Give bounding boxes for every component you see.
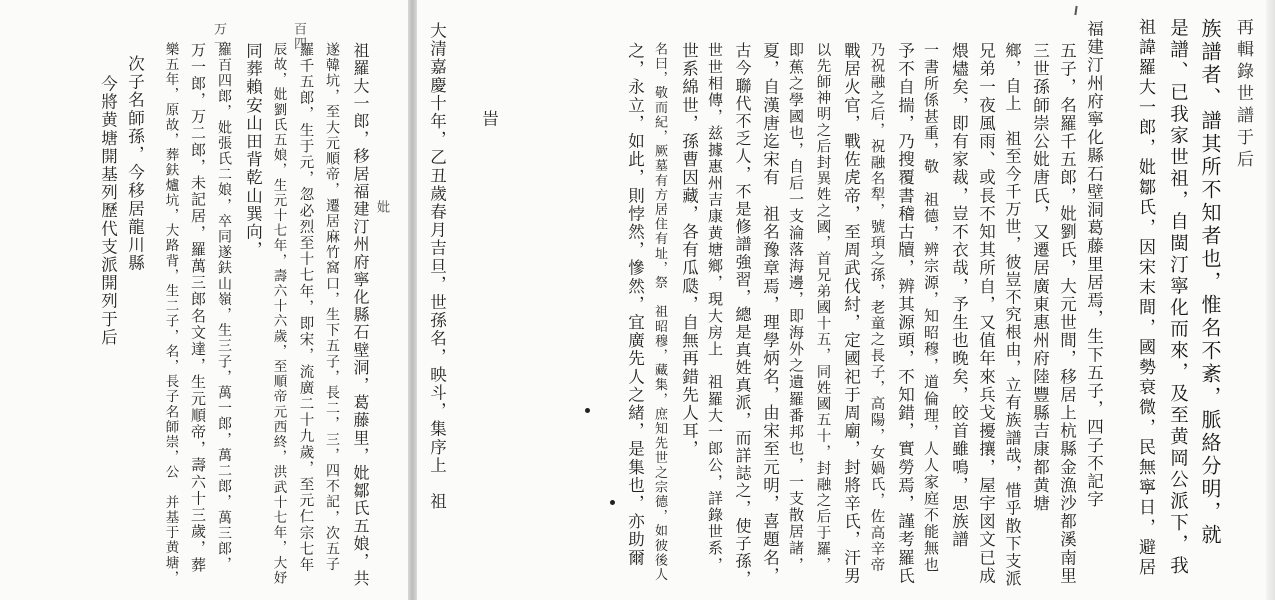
- text-column: 鄉，自上 祖至今千万世，彼豈不究根由，立有族譜哉，惜乎散下支派: [1003, 42, 1022, 588]
- text-column: 即蕉之學國也，自后一支淪落海邊，即海外之遺羅番邦也，一支散居諸，: [787, 42, 805, 574]
- text-column: 是譜、已我家世祖，自閩汀寧化而來，及至黄岡公派下，我: [1167, 18, 1189, 577]
- text-column: 五子，名羅千五郎，妣劉氏，大元世間，移居上杭縣金漁沙都溪南里: [1057, 42, 1077, 585]
- text-column: 之，永立，如此，則悖然，慘然，宜廣先人之緒，是集也，亦助爾: [625, 42, 645, 567]
- text-column: 羅百四郎，妣張氏二娘，卒同遂鈇山嶺，生三子，萬一郎，萬二郎，萬三郎，: [216, 42, 232, 573]
- text-column: 族譜者、譜其所不知者也，惟名不紊，脈絡分明，就: [1198, 18, 1222, 547]
- text-column: 同葬賴安山田背乾山巽向，: [243, 42, 263, 260]
- text-column: 樂五年，原故，葬鈇爐坑，大路背，生二子，名，長子名師崇，公 并基于黄塘，: [162, 42, 179, 586]
- text-column: 予不自揣，乃搜覆書稽古牘，辨其源頭，不知錯，實勞焉，謹考羅氏: [895, 42, 915, 585]
- book-gutter: [408, 0, 417, 600]
- punctuation-dot: [610, 500, 615, 505]
- text-column: 福建汀州府寧化縣石壁洞葛藤里居焉，生下五子，四子不記字: [1084, 20, 1104, 509]
- text-column: 乃祝融之后，祝融名犁，號頊之孫，老童之長子，高陽，女媧氏，佐高辛帝: [868, 42, 885, 574]
- punctuation-dot: [585, 408, 590, 413]
- text-column: 祖羅大一郎，移居福建汀州府寧化縣石壁洞，葛藤里，妣鄒氏五娘，共: [351, 42, 370, 588]
- margin-note: 妣: [374, 200, 389, 215]
- text-column: 以先師神明之后封異姓之國，首兄弟國十五，同姓國五十，封融之后于羅，: [814, 42, 831, 574]
- margin-note: 万一: [211, 22, 226, 52]
- text-column: 名曰，敬而紀，厥墓有方居住有址，祭 祖昭穆，藏集，庶知先世之宗德，如彼後人: [652, 42, 667, 583]
- text-column: 羅千五郎，生于元，忽必烈至十七年，即宋，流廣二十九歲，至元仁宗七年: [297, 42, 314, 574]
- text-column: 次子名師孫，今移居龍川縣: [125, 55, 145, 273]
- text-column: 世系綿世，孫曹因藏，各有瓜瓞，自無再錯先人耳，: [679, 42, 699, 459]
- text-column: 古今聯代不乏人，不是修譜強習，總是真姓真派，而詳誌之，使子孫，: [733, 42, 752, 588]
- text-column: 遂韓坑，至大元順帝，遷居麻竹窩口，生下五子，長二，三，四不記，次五子: [324, 42, 340, 573]
- text-column: 三世孫師崇公妣唐氏，又遷居廣東惠州府陸豐縣吉康都黄塘: [1030, 42, 1050, 513]
- text-column: 今將黄塘開基列歷代支派開列于后: [98, 75, 118, 347]
- text-column: 夏，自漢唐迄宋有 祖名豫章焉，理學炳名，由宋至元明，喜題名，: [760, 42, 780, 585]
- text-column: 祖諱羅大一郎，妣鄒氏，因宋末間，國勢衰微，民無寧日，避居: [1135, 18, 1155, 578]
- text-column: 辰故，妣劉氏五娘，生元十七年，壽六十六歲，至順帝元西終，洪武十七年，大妤: [270, 42, 287, 586]
- text-column: 万一郎，万二郎，未記居，羅萬三郎名文達，生元順帝，壽六十三歲，葬: [189, 42, 207, 574]
- section-title: 再輯錄世譜于后: [1233, 18, 1253, 172]
- preface-date-line: 大清嘉慶十年，乙丑歲春月吉旦，世孫名，映斗，集序上 祖: [427, 22, 447, 511]
- text-column: 兄弟一夜風雨、或長不知其所自，又值年來兵戈擾攘，屋宇図文已成: [976, 42, 996, 585]
- page-edge: [1266, 0, 1275, 600]
- text-column: 世世相傳，兹據惠州吉康黄塘鄉，現大房上 祖羅大一郎公，詳錄世系，: [706, 42, 724, 574]
- stamp-character: 旹: [479, 110, 499, 129]
- text-column: 一書所係甚重，敬 祖德，辨宗源，知昭穆，道倫理，人人家庭不能無也: [922, 42, 940, 574]
- text-column: 戰居火官，戰佐虎帝，至周武伐紂，定國祀于周廟，封將辛氏，汗男: [841, 42, 861, 585]
- text-column: 煨燼矣，即有家裁，豈不衣哉，予生也晚矣，皎首雖鳴，思族譜: [949, 42, 969, 549]
- margin-note: 百四: [291, 22, 306, 52]
